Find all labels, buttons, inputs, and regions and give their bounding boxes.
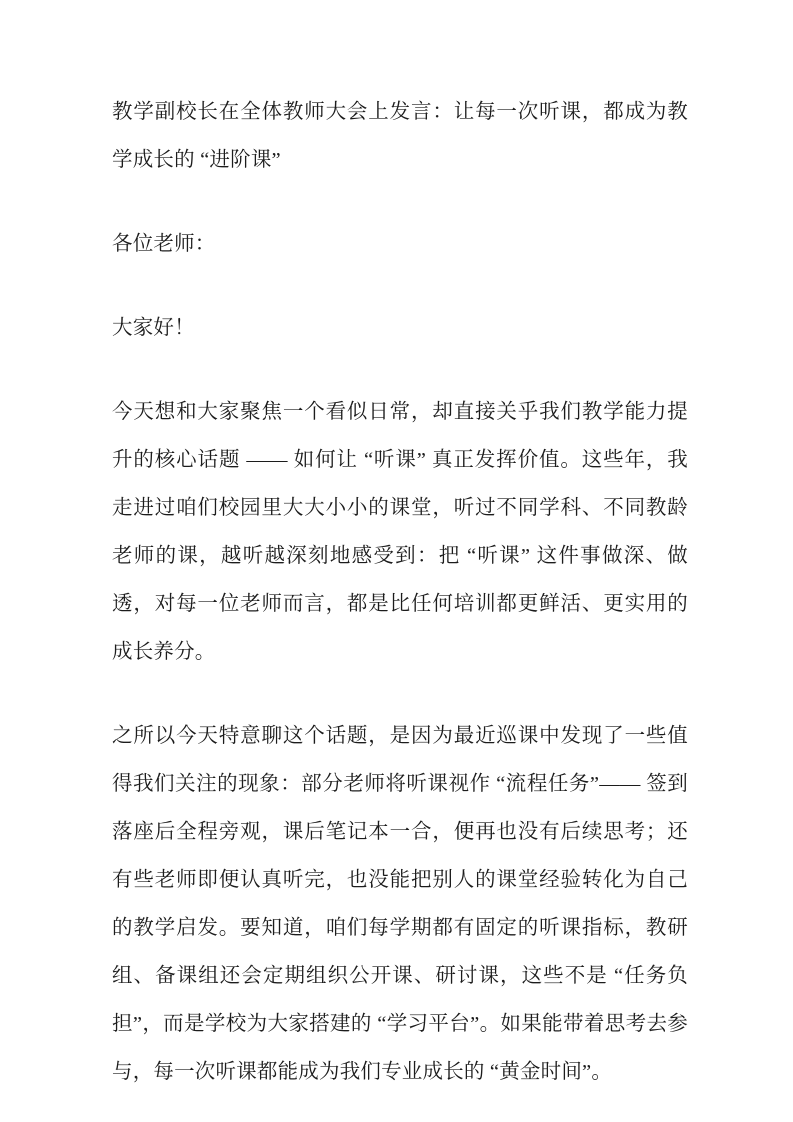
greeting-line: 大家好！ [112, 317, 195, 339]
body-paragraph-2: 之所以今天特意聊这个话题，是因为最近巡课中发现了一些值得我们关注的现象：部分老师将听课视作 “流程任务”—— 签到落座后全程旁观，课后笔记本一合，便再也没有后续思考；还有些老师即便认真听完，也没能把别人的课堂经验转化为自己的教学启发。要知道，咱们每学期都有固定的听课指标，教研组、备课组还会定期组织公开课、研讨课，这些不是 “任务负担”，而是学校为大家搭建的 “学习平台”。如果能带着思考去参与，每一次听课都能成为我们专业成长的 “黄金时间”。 [112, 725, 688, 1083]
salutation-line: 各位老师： [112, 233, 216, 255]
body-paragraph-1: 今天想和大家聚焦一个看似日常，却直接关乎我们教学能力提升的核心话题 —— 如何让 “听课” 真正发挥价值。这些年，我走进过咱们校园里大大小小的课堂，听过不同学科、不同教龄老师的课，越听越深刻地感受到：把 “听课” 这件事做深、做透，对每一位老师而言，都是比任何培训都更鲜活、更实用的成长养分。 [112, 401, 688, 663]
document-body [112, 88, 688, 1096]
document-title: 教学副校长在全体教师大会上发言：让每一次听课，都成为教学成长的 “进阶课” [112, 101, 688, 171]
